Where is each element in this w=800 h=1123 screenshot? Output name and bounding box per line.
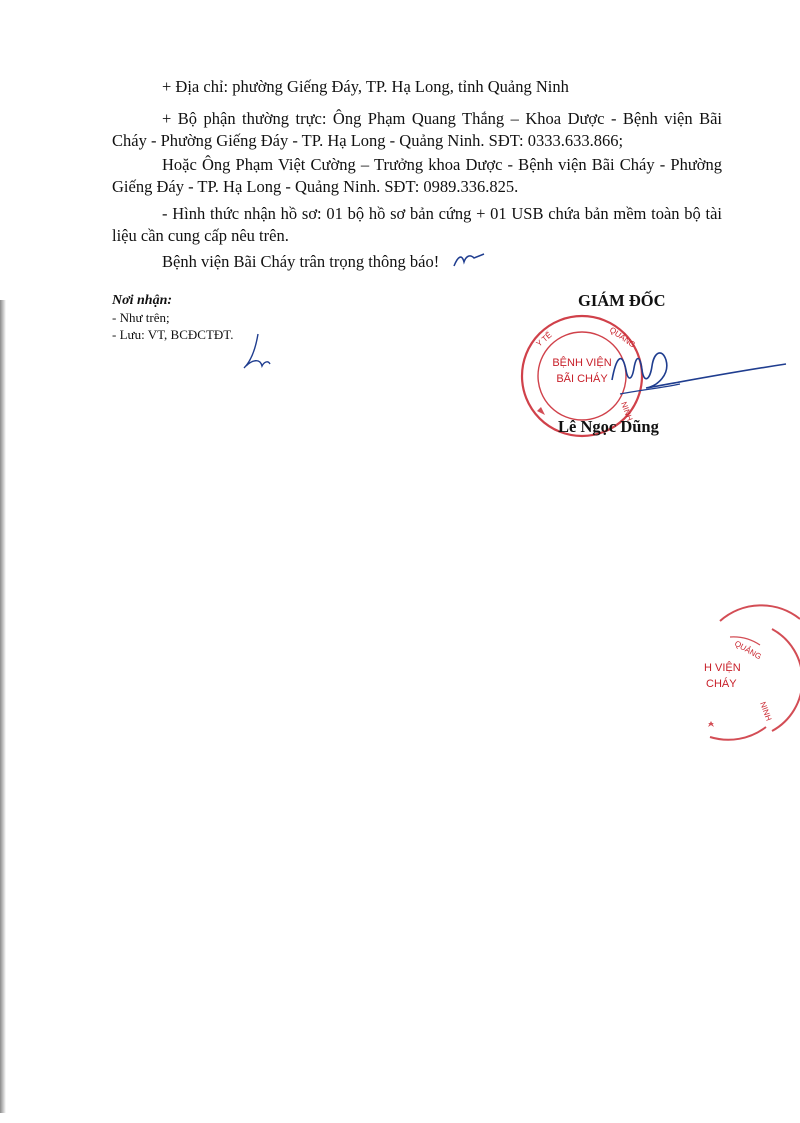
stamp-line-1: BỆNH VIỆN bbox=[552, 357, 612, 369]
submission-form-paragraph: - Hình thức nhận hồ sơ: 01 bộ hồ sơ bản cứng + 01 USB chứa bản mềm toàn bộ tài liệu cần cung cấp nêu trên. bbox=[112, 204, 722, 245]
director-name: Lê Ngọc Dũng bbox=[558, 417, 659, 436]
partial-stamp-line-2: CHÁY bbox=[706, 678, 737, 690]
partial-stamp-ring-top: QUẢNG bbox=[733, 638, 763, 662]
director-title: GIÁM ĐỐC bbox=[578, 291, 666, 310]
recipient-item: - Lưu: VT, BCĐCTĐT. bbox=[112, 327, 234, 342]
closing-line: Bệnh viện Bãi Cháy trân trọng thông báo! bbox=[162, 252, 440, 271]
partial-stamp-ring-side: NINH bbox=[758, 700, 774, 723]
partial-margin-stamp bbox=[690, 615, 800, 745]
scan-edge bbox=[0, 300, 6, 1113]
director-signature bbox=[600, 340, 800, 410]
stamp-ring-left-text: Y TẾ bbox=[534, 330, 554, 349]
recipients-block bbox=[112, 292, 234, 343]
partial-stamp-line-1: H VIỆN bbox=[704, 662, 741, 674]
contact-paragraph-2: Hoặc Ông Phạm Việt Cường – Trưởng khoa Dược - Bệnh viện Bãi Cháy - Phường Giếng Đáy - TP. Hạ Long - Quảng Ninh. SĐT: 0989.336.825. bbox=[112, 155, 722, 196]
recipients-title: Nơi nhận: bbox=[112, 293, 173, 308]
contact-paragraph-1: + Bộ phận thường trực: Ông Phạm Quang Thắng – Khoa Dược - Bệnh viện Bãi Cháy - Phường Giếng Đáy - TP. Hạ Long - Quảng Ninh. SĐT: 0333.633.866; bbox=[112, 109, 722, 150]
initial-mark bbox=[452, 250, 486, 270]
stamp-line-2: BÃI CHÁY bbox=[556, 373, 608, 385]
address-line: + Địa chỉ: phường Giếng Đáy, TP. Hạ Long, tỉnh Quảng Ninh bbox=[162, 77, 569, 96]
clerk-initial-mark bbox=[238, 330, 274, 374]
stamp-ring-side-text: NINH bbox=[619, 400, 635, 423]
stamp-ring-top-text: QUẢNG bbox=[607, 325, 638, 350]
recipient-item: - Như trên; bbox=[112, 310, 170, 325]
